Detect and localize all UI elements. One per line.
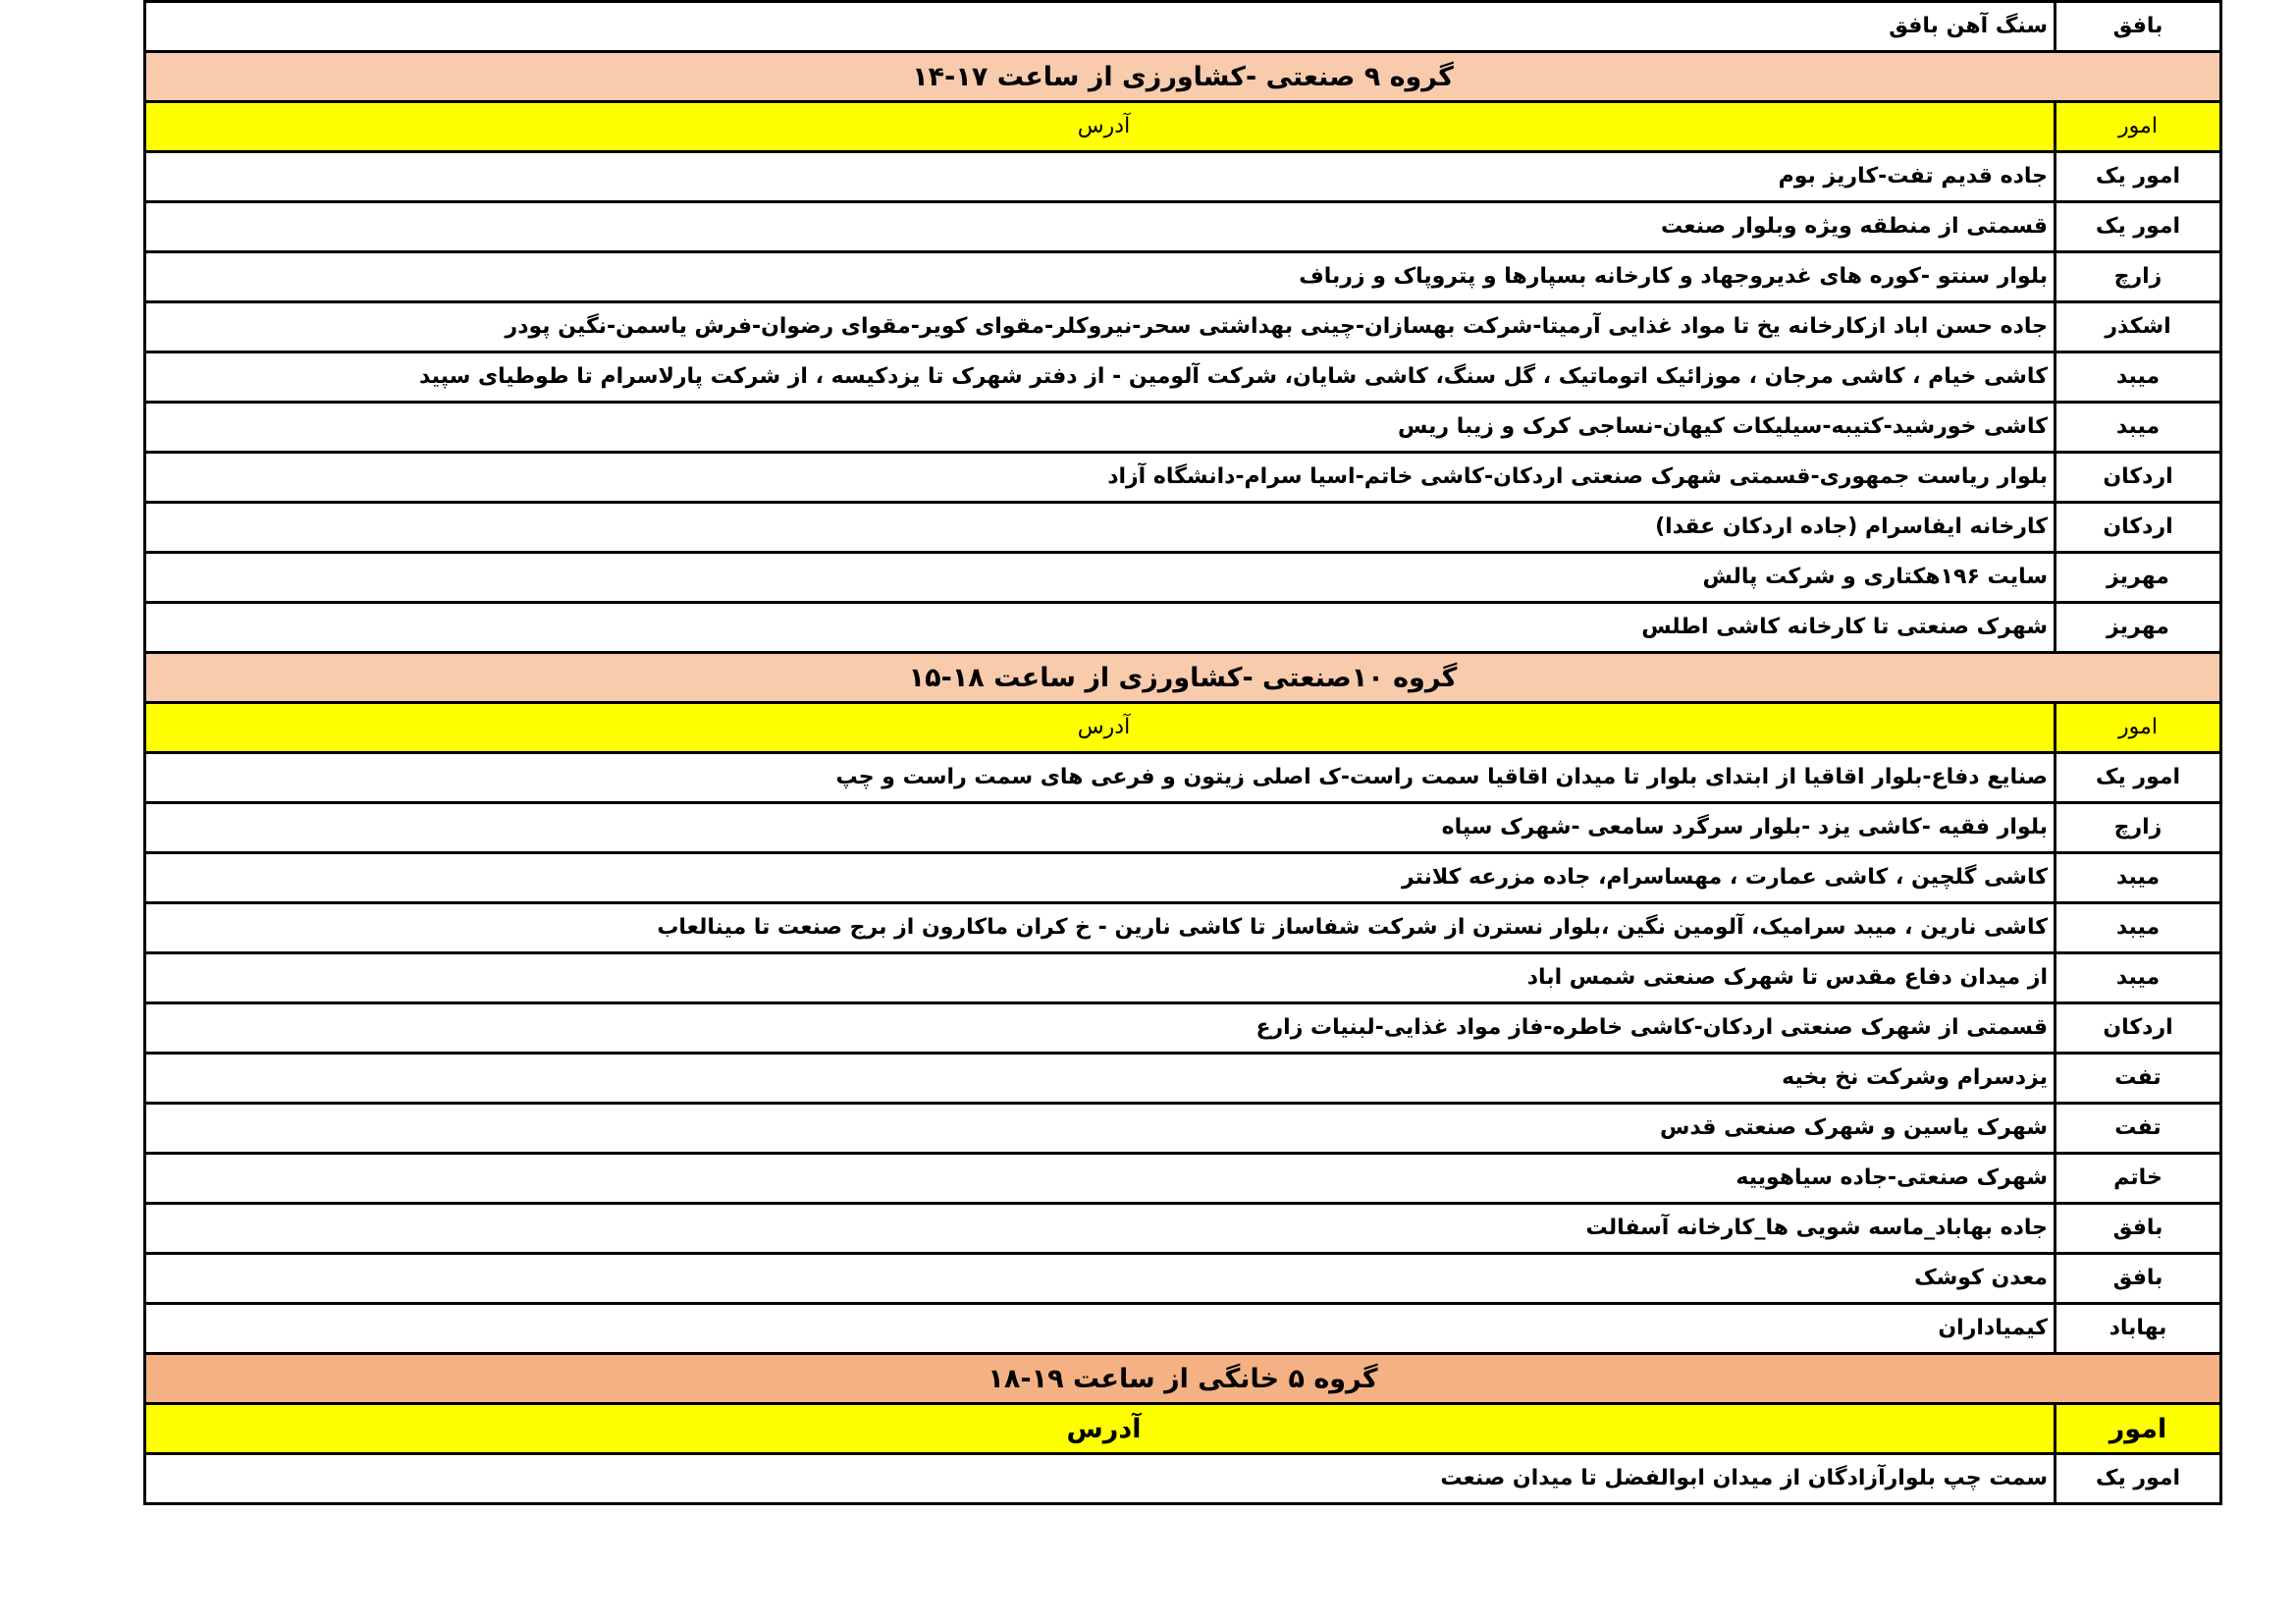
group-title: گروه ۱۰صنعتی -کشاورزی از ساعت ۱۸-۱۵ (145, 653, 2221, 703)
table-row (145, 403, 2221, 453)
column-header-region: امور (2056, 703, 2221, 753)
table-row (145, 1104, 2221, 1154)
outage-schedule-table (143, 0, 2222, 1505)
address-cell: کاشی خورشید-کتیبه-سیلیکات کیهان-نساجی کرک و زیبا ریس (145, 403, 2056, 453)
region-cell: امور یک (2056, 1454, 2221, 1504)
address-cell: شهرک صنعتی تا کارخانه کاشی اطلس (145, 603, 2056, 653)
region-cell: مهریز (2056, 603, 2221, 653)
table-row (145, 903, 2221, 953)
table-row (145, 853, 2221, 903)
table-row (145, 453, 2221, 503)
region-cell: بافق (2056, 2, 2221, 52)
region-cell: اشکذر (2056, 302, 2221, 352)
address-cell: بلوار ریاست جمهوری-قسمتی شهرک صنعتی اردکان-کاشی خاتم-اسیا سرام-دانشگاه آزاد (145, 453, 2056, 503)
address-cell: سنگ آهن بافق (145, 2, 2056, 52)
table-row (145, 553, 2221, 603)
table-row (145, 1454, 2221, 1504)
address-cell: شهرک صنعتی-جاده سیاهوییه (145, 1154, 2056, 1204)
column-header-region: امور (2056, 1404, 2221, 1454)
address-cell: قسمتی از منطقه ویژه وبلوار صنعت (145, 202, 2056, 252)
region-cell: اردکان (2056, 1003, 2221, 1054)
address-cell: شهرک یاسین و شهرک صنعتی قدس (145, 1104, 2056, 1154)
table-row (145, 1003, 2221, 1054)
table-row (145, 1054, 2221, 1104)
region-cell: خاتم (2056, 1154, 2221, 1204)
address-cell: بلوار سنتو -کوره های غدیروجهاد و کارخانه بسپارها و پتروپاک و زرباف (145, 252, 2056, 302)
address-cell: جاده قدیم تفت-کاریز بوم (145, 152, 2056, 202)
table-row (145, 252, 2221, 302)
region-cell: امور یک (2056, 753, 2221, 803)
group-title: گروه ۵ خانگی از ساعت ۱۹-۱۸ (145, 1354, 2221, 1404)
region-cell: میبد (2056, 352, 2221, 403)
address-cell: کاشی خیام ، کاشی مرجان ، موزائیک اتوماتیک ، گل سنگ، کاشی شایان، شرکت آلومین - از دفتر شهرک تا یزدکیسه ، از شرکت پارلاسرام تا طوطیای سپید (145, 352, 2056, 403)
table-row (145, 1154, 2221, 1204)
region-cell: میبد (2056, 903, 2221, 953)
region-cell: زارچ (2056, 252, 2221, 302)
address-cell: بلوار فقیه -کاشی یزد -بلوار سرگرد سامعی -شهرک سپاه (145, 803, 2056, 853)
table-row (145, 503, 2221, 553)
address-cell: کارخانه ایفاسرام (جاده اردکان عقدا) (145, 503, 2056, 553)
address-cell: از میدان دفاع مقدس تا شهرک صنعتی شمس اباد (145, 953, 2056, 1003)
region-cell: بافق (2056, 1204, 2221, 1254)
table-row (145, 753, 2221, 803)
region-cell: میبد (2056, 403, 2221, 453)
table-row (145, 1304, 2221, 1354)
group-title-row (145, 1354, 2221, 1404)
table-row (145, 202, 2221, 252)
region-cell: زارچ (2056, 803, 2221, 853)
address-cell: یزدسرام وشرکت نخ بخیه (145, 1054, 2056, 1104)
address-cell: جاده بهاباد_ماسه شویی ها_کارخانه آسفالت (145, 1204, 2056, 1254)
address-cell: سمت چپ بلوارآزادگان از میدان ابوالفضل تا میدان صنعت (145, 1454, 2056, 1504)
table-row (145, 953, 2221, 1003)
table-row (145, 352, 2221, 403)
region-cell: تفت (2056, 1054, 2221, 1104)
column-header-region: امور (2056, 102, 2221, 152)
region-cell: مهریز (2056, 553, 2221, 603)
address-cell: جاده حسن اباد ازکارخانه یخ تا مواد غذایی آرمیتا-شرکت بهسازان-چینی بهداشتی سحر-نیروکلر-مقوای کویر-مقوای رضوان-فرش یاسمن-نگین پودر (145, 302, 2056, 352)
column-header-row (145, 102, 2221, 152)
column-header-row (145, 1404, 2221, 1454)
region-cell: بهاباد (2056, 1304, 2221, 1354)
address-cell: قسمتی از شهرک صنعتی اردکان-کاشی خاطره-فاز مواد غذایی-لبنیات زارع (145, 1003, 2056, 1054)
column-header-address: آدرس (145, 102, 2056, 152)
table-row (145, 803, 2221, 853)
column-header-row (145, 703, 2221, 753)
table-row (145, 1204, 2221, 1254)
table-row (145, 152, 2221, 202)
column-header-address: آدرس (145, 703, 2056, 753)
address-cell: کیمیاداران (145, 1304, 2056, 1354)
address-cell: کاشی نارین ، میبد سرامیک، آلومین نگین ،بلوار نسترن از شرکت شفاساز تا کاشی نارین - خ کران ماکارون از برج صنعت تا مینالعاب (145, 903, 2056, 953)
region-cell: تفت (2056, 1104, 2221, 1154)
table-row (145, 603, 2221, 653)
address-cell: صنایع دفاع-بلوار اقاقیا از ابتدای بلوار تا میدان اقاقیا سمت راست-ک اصلی زیتون و فرعی های سمت راست و چپ (145, 753, 2056, 803)
group-title-row (145, 52, 2221, 102)
table-row (145, 2, 2221, 52)
table-row (145, 1254, 2221, 1304)
group-title-row (145, 653, 2221, 703)
region-cell: اردکان (2056, 453, 2221, 503)
table-row (145, 302, 2221, 352)
region-cell: میبد (2056, 853, 2221, 903)
region-cell: میبد (2056, 953, 2221, 1003)
region-cell: بافق (2056, 1254, 2221, 1304)
table-body (145, 2, 2221, 1504)
address-cell: سایت ۱۹۶هکتاری و شرکت پالش (145, 553, 2056, 603)
column-header-address: آدرس (145, 1404, 2056, 1454)
region-cell: امور یک (2056, 152, 2221, 202)
region-cell: اردکان (2056, 503, 2221, 553)
region-cell: امور یک (2056, 202, 2221, 252)
outage-schedule-sheet (143, 0, 2222, 1505)
group-title: گروه ۹ صنعتی -کشاورزی از ساعت ۱۷-۱۴ (145, 52, 2221, 102)
address-cell: کاشی گلچین ، کاشی عمارت ، مهساسرام، جاده مزرعه کلانتر (145, 853, 2056, 903)
address-cell: معدن کوشک (145, 1254, 2056, 1304)
